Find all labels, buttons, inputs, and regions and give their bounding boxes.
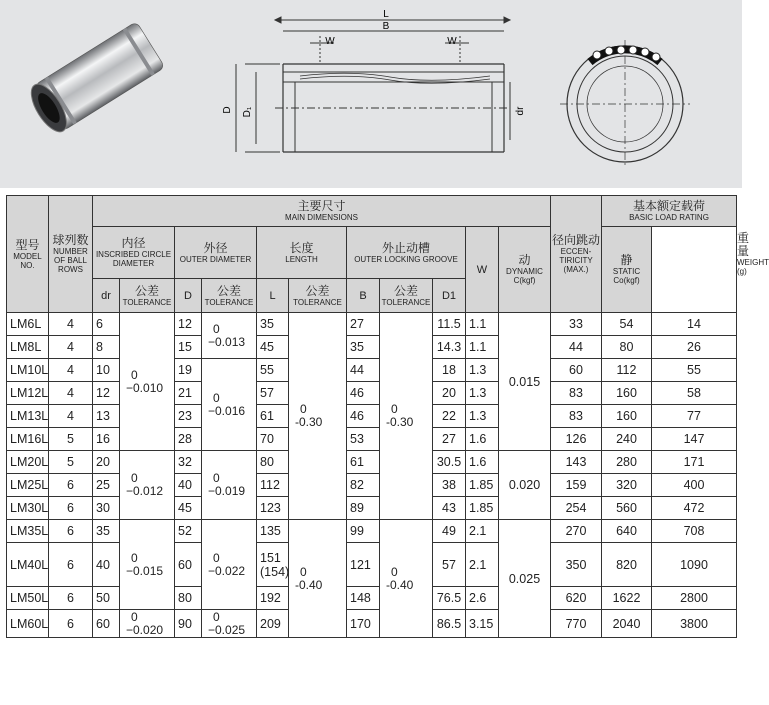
dim-label-W-right: W — [447, 36, 457, 47]
cell-B: 82 — [347, 474, 380, 497]
cell-W: 2.1 — [466, 520, 499, 543]
header-static: 静 STATIC Co(kgf) — [602, 227, 652, 313]
technical-drawing — [0, 0, 742, 188]
cell-weight: 147 — [652, 428, 737, 451]
header-basic-load-rating: 基本额定载荷 BASIC LOAD RATING — [602, 196, 737, 227]
cell-D: 32 — [175, 451, 202, 474]
table-row — [7, 451, 737, 474]
table-row — [7, 405, 737, 428]
cell-eccentricity: 0.020 — [499, 451, 551, 520]
cell-balls: 5 — [49, 451, 93, 474]
cell-D1: 14.3 — [433, 336, 466, 359]
specification-table: 型号 MODEL NO. 球列数 NUMBER OF BALL ROWS 主要尺寸 MAIN DIMENSIONS 径向跳动 ECCEN-TIRICITY (MAX.) 基本额定载荷 BASIC LOAD RATING 重量 WEIGHT (g) 内径 INSCRIBED CIRCLE DIAMETER 外径 OUTER DIAMETER 长度 LENGTH 外止动槽 OUTER LOCKING GROOVE W 动 DYNAMIC C(kgf) 静 STATIC Co(kgf) dr 公差 TOLERANCE D 公差 TOLERANCE L 公差 TOLERANCE B 公差 TOLERANCE D1 LM6L 4 6 0 −0.010 12 0 −0.013 35 0 -0.30 27 0 -0.30 11.5 1.1 0.015 33 54 14 LM8L 4 8 15 45 35 14.3 1.1 44 80 26 LM10L 4 10 19 0 −0.016 55 44 18 1.3 60 112 55 LM12L 4 12 21 57 46 20 1.3 83 160 58 LM13L 4 13 23 61 46 22 1.3 83 160 77 LM16L 5 16 28 70 53 27 1.6 126 240 147 LM20L 5 20 0 −0.012 32 0 −0.019 80 61 30.5 1.6 0.020 143 280 171 LM25L 6 25 40 112 82 38 1.85 159 320 400 LM30L 6 30 45 123 89 43 1.85 254 560 472 LM35L 6 35 0 −0.015 52 0 −0.022 135 0 -0.40 99 0 -0.40 49 2.1 0.025 270 640 708 LM40L 6 40 60 151 (154) 121 57 2.1 350 820 1090 LM50L 6 50 80 192 148 76.5 2.6 620 1622 2800 LM60L 6 60 0 −0.020 90 0 −0.025 209 170 86.5 3.15 770 2040 3800 — [6, 195, 737, 638]
cell-D: 52 — [175, 520, 202, 543]
cell-D1: 76.5 — [433, 587, 466, 610]
dim-label-L: L — [383, 9, 389, 20]
cell-dr: 50 — [93, 587, 120, 610]
cell-weight: 400 — [652, 474, 737, 497]
cell-L-tolerance: 0 -0.30 — [289, 313, 347, 520]
cell-dynamic: 770 — [551, 610, 602, 638]
cell-static: 240 — [602, 428, 652, 451]
cell-L: 45 — [257, 336, 289, 359]
cell-D-tolerance: 0 −0.022 — [202, 520, 257, 610]
cell-dr-tolerance: 0 −0.010 — [120, 313, 175, 451]
cell-B: 46 — [347, 405, 380, 428]
cell-D: 40 — [175, 474, 202, 497]
table-row — [7, 587, 737, 610]
cell-model: LM60L — [7, 610, 49, 638]
table-row — [7, 474, 737, 497]
cell-eccentricity: 0.015 — [499, 313, 551, 451]
cell-balls: 6 — [49, 587, 93, 610]
cell-static: 640 — [602, 520, 652, 543]
table-row — [7, 520, 737, 543]
cell-static: 80 — [602, 336, 652, 359]
cell-static: 2040 — [602, 610, 652, 638]
cell-D-tolerance: 0 −0.016 — [202, 359, 257, 451]
cell-D1: 57 — [433, 543, 466, 587]
cell-weight: 708 — [652, 520, 737, 543]
cell-dynamic: 126 — [551, 428, 602, 451]
cell-B: 44 — [347, 359, 380, 382]
cell-balls: 4 — [49, 405, 93, 428]
cell-static: 160 — [602, 382, 652, 405]
cell-model: LM8L — [7, 336, 49, 359]
cell-B: 148 — [347, 587, 380, 610]
cell-W: 1.6 — [466, 451, 499, 474]
cell-B-tolerance: 0 -0.40 — [380, 520, 433, 638]
cell-W: 2.1 — [466, 543, 499, 587]
cell-dr: 8 — [93, 336, 120, 359]
cell-weight: 14 — [652, 313, 737, 336]
cell-dr: 20 — [93, 451, 120, 474]
cell-B: 27 — [347, 313, 380, 336]
cell-dr-tolerance: 0 −0.015 — [120, 520, 175, 610]
cell-dr: 16 — [93, 428, 120, 451]
dim-label-dr: dr — [515, 106, 526, 116]
cell-D: 23 — [175, 405, 202, 428]
cell-dynamic: 83 — [551, 382, 602, 405]
cell-dr: 30 — [93, 497, 120, 520]
cell-model: LM35L — [7, 520, 49, 543]
cell-L-value: 151 — [260, 550, 281, 565]
cell-balls: 4 — [49, 382, 93, 405]
cell-weight: 171 — [652, 451, 737, 474]
dim-label-B: B — [382, 21, 390, 32]
cell-W: 1.3 — [466, 359, 499, 382]
cell-dr: 60 — [93, 610, 120, 638]
cell-dr: 35 — [93, 520, 120, 543]
cell-D1: 30.5 — [433, 451, 466, 474]
table-row — [7, 382, 737, 405]
cell-L: 55 — [257, 359, 289, 382]
cell-D: 90 — [175, 610, 202, 638]
header-outer-locking-groove: 外止动槽 OUTER LOCKING GROOVE — [347, 227, 466, 279]
cell-static: 1622 — [602, 587, 652, 610]
cell-dr: 25 — [93, 474, 120, 497]
cell-L: 192 — [257, 587, 289, 610]
table-row — [7, 313, 737, 336]
cell-model: LM12L — [7, 382, 49, 405]
cell-dr: 6 — [93, 313, 120, 336]
header-dynamic: 动 DYNAMIC C(kgf) — [499, 227, 551, 313]
cell-dr: 13 — [93, 405, 120, 428]
table-row — [7, 497, 737, 520]
cell-dynamic: 254 — [551, 497, 602, 520]
cell-dr: 40 — [93, 543, 120, 587]
cell-L: 80 — [257, 451, 289, 474]
cell-W: 1.3 — [466, 382, 499, 405]
cell-static: 560 — [602, 497, 652, 520]
cell-D1: 49 — [433, 520, 466, 543]
cell-weight: 472 — [652, 497, 737, 520]
cell-W: 1.85 — [466, 474, 499, 497]
cell-D-tolerance: 0 −0.013 — [202, 313, 257, 359]
cell-D-tolerance: 0 −0.019 — [202, 451, 257, 520]
cell-static: 160 — [602, 405, 652, 428]
cell-D-tolerance: 0 −0.025 — [202, 610, 257, 638]
cell-W: 1.1 — [466, 313, 499, 336]
cell-D1: 18 — [433, 359, 466, 382]
dim-label-D1: D₁ — [242, 106, 253, 118]
cell-L: 135 — [257, 520, 289, 543]
cell-balls: 5 — [49, 428, 93, 451]
cell-dynamic: 159 — [551, 474, 602, 497]
cell-model: LM30L — [7, 497, 49, 520]
cell-D: 21 — [175, 382, 202, 405]
cell-weight: 26 — [652, 336, 737, 359]
cell-B: 121 — [347, 543, 380, 587]
cell-dynamic: 350 — [551, 543, 602, 587]
cell-W: 3.15 — [466, 610, 499, 638]
cell-dynamic: 83 — [551, 405, 602, 428]
cell-L: 123 — [257, 497, 289, 520]
dim-label-W-left: W — [325, 36, 335, 47]
cell-weight: 77 — [652, 405, 737, 428]
cell-B: 99 — [347, 520, 380, 543]
cell-L: 70 — [257, 428, 289, 451]
cell-model: LM10L — [7, 359, 49, 382]
cell-W: 1.3 — [466, 405, 499, 428]
header-dr: dr — [93, 279, 120, 313]
cell-static: 280 — [602, 451, 652, 474]
cell-D1: 43 — [433, 497, 466, 520]
header-main-dimensions: 主要尺寸 MAIN DIMENSIONS — [93, 196, 551, 227]
cell-weight: 58 — [652, 382, 737, 405]
header-D: D — [175, 279, 202, 313]
cell-B: 89 — [347, 497, 380, 520]
cell-model: LM25L — [7, 474, 49, 497]
cell-D1: 11.5 — [433, 313, 466, 336]
header-B: B — [347, 279, 380, 313]
cell-dr: 10 — [93, 359, 120, 382]
cell-L: 57 — [257, 382, 289, 405]
cell-B: 170 — [347, 610, 380, 638]
cell-dynamic: 270 — [551, 520, 602, 543]
cell-B: 46 — [347, 382, 380, 405]
cell-balls: 6 — [49, 543, 93, 587]
cell-eccentricity: 0.025 — [499, 520, 551, 638]
header-D-tolerance: 公差 TOLERANCE — [202, 279, 257, 313]
cell-balls: 4 — [49, 359, 93, 382]
header-model: 型号 MODEL NO. — [7, 196, 49, 313]
dim-label-D: D — [222, 106, 233, 114]
header-outer-diameter: 外径 OUTER DIAMETER — [175, 227, 257, 279]
cell-L-tolerance: 0 -0.40 — [289, 520, 347, 638]
drawing-area — [0, 0, 742, 188]
cell-balls: 6 — [49, 610, 93, 638]
table-row — [7, 610, 737, 638]
cell-model: LM20L — [7, 451, 49, 474]
cell-D: 45 — [175, 497, 202, 520]
cell-balls: 4 — [49, 313, 93, 336]
cell-balls: 6 — [49, 474, 93, 497]
cell-dynamic: 44 — [551, 336, 602, 359]
cell-W: 1.1 — [466, 336, 499, 359]
header-D1: D1 — [433, 279, 466, 313]
header-L-tolerance: 公差 TOLERANCE — [289, 279, 347, 313]
end-view — [560, 40, 690, 168]
cell-dynamic: 60 — [551, 359, 602, 382]
cell-W: 2.6 — [466, 587, 499, 610]
cell-L: 61 — [257, 405, 289, 428]
cell-L-alt: (154) — [260, 564, 290, 579]
cell-model: LM16L — [7, 428, 49, 451]
cell-model: LM40L — [7, 543, 49, 587]
header-L: L — [257, 279, 289, 313]
cell-dr-tolerance: 0 −0.020 — [120, 610, 175, 638]
cell-static: 112 — [602, 359, 652, 382]
cell-balls: 6 — [49, 520, 93, 543]
cell-W: 1.6 — [466, 428, 499, 451]
header-w: W — [466, 227, 499, 313]
cell-static: 54 — [602, 313, 652, 336]
cell-balls: 4 — [49, 336, 93, 359]
cell-D: 19 — [175, 359, 202, 382]
cell-L — [257, 543, 289, 587]
cell-balls: 6 — [49, 497, 93, 520]
header-inner-diameter: 内径 INSCRIBED CIRCLE DIAMETER — [93, 227, 175, 279]
cell-L: 112 — [257, 474, 289, 497]
cell-weight: 3800 — [652, 610, 737, 638]
cell-weight: 55 — [652, 359, 737, 382]
cell-L: 35 — [257, 313, 289, 336]
cell-D: 15 — [175, 336, 202, 359]
bearing-photo — [24, 22, 165, 138]
table-row — [7, 359, 737, 382]
header-length: 长度 LENGTH — [257, 227, 347, 279]
cell-dr-tolerance: 0 −0.012 — [120, 451, 175, 520]
cell-D1: 38 — [433, 474, 466, 497]
cell-model: LM50L — [7, 587, 49, 610]
cell-dynamic: 33 — [551, 313, 602, 336]
cell-D: 28 — [175, 428, 202, 451]
cell-D1: 20 — [433, 382, 466, 405]
cell-weight: 1090 — [652, 543, 737, 587]
cell-B-tolerance: 0 -0.30 — [380, 313, 433, 520]
cell-model: LM13L — [7, 405, 49, 428]
cell-D: 60 — [175, 543, 202, 587]
cell-dynamic: 620 — [551, 587, 602, 610]
cell-weight: 2800 — [652, 587, 737, 610]
cell-D1: 86.5 — [433, 610, 466, 638]
cell-D1: 22 — [433, 405, 466, 428]
header-dr-tolerance: 公差 TOLERANCE — [120, 279, 175, 313]
cell-B: 61 — [347, 451, 380, 474]
header-ball-rows: 球列数 NUMBER OF BALL ROWS — [49, 196, 93, 313]
cell-B: 53 — [347, 428, 380, 451]
header-eccentricity: 径向跳动 ECCEN-TIRICITY (MAX.) — [551, 196, 602, 313]
header-B-tolerance: 公差 TOLERANCE — [380, 279, 433, 313]
cell-D: 12 — [175, 313, 202, 336]
table-row — [7, 428, 737, 451]
cell-B: 35 — [347, 336, 380, 359]
cell-static: 820 — [602, 543, 652, 587]
table-row — [7, 336, 737, 359]
cell-dynamic: 143 — [551, 451, 602, 474]
cell-D1: 27 — [433, 428, 466, 451]
cell-static: 320 — [602, 474, 652, 497]
cell-W: 1.85 — [466, 497, 499, 520]
side-view — [236, 17, 510, 152]
cell-D: 80 — [175, 587, 202, 610]
cell-dr: 12 — [93, 382, 120, 405]
cell-model: LM6L — [7, 313, 49, 336]
cell-L: 209 — [257, 610, 289, 638]
table-row — [7, 543, 737, 587]
